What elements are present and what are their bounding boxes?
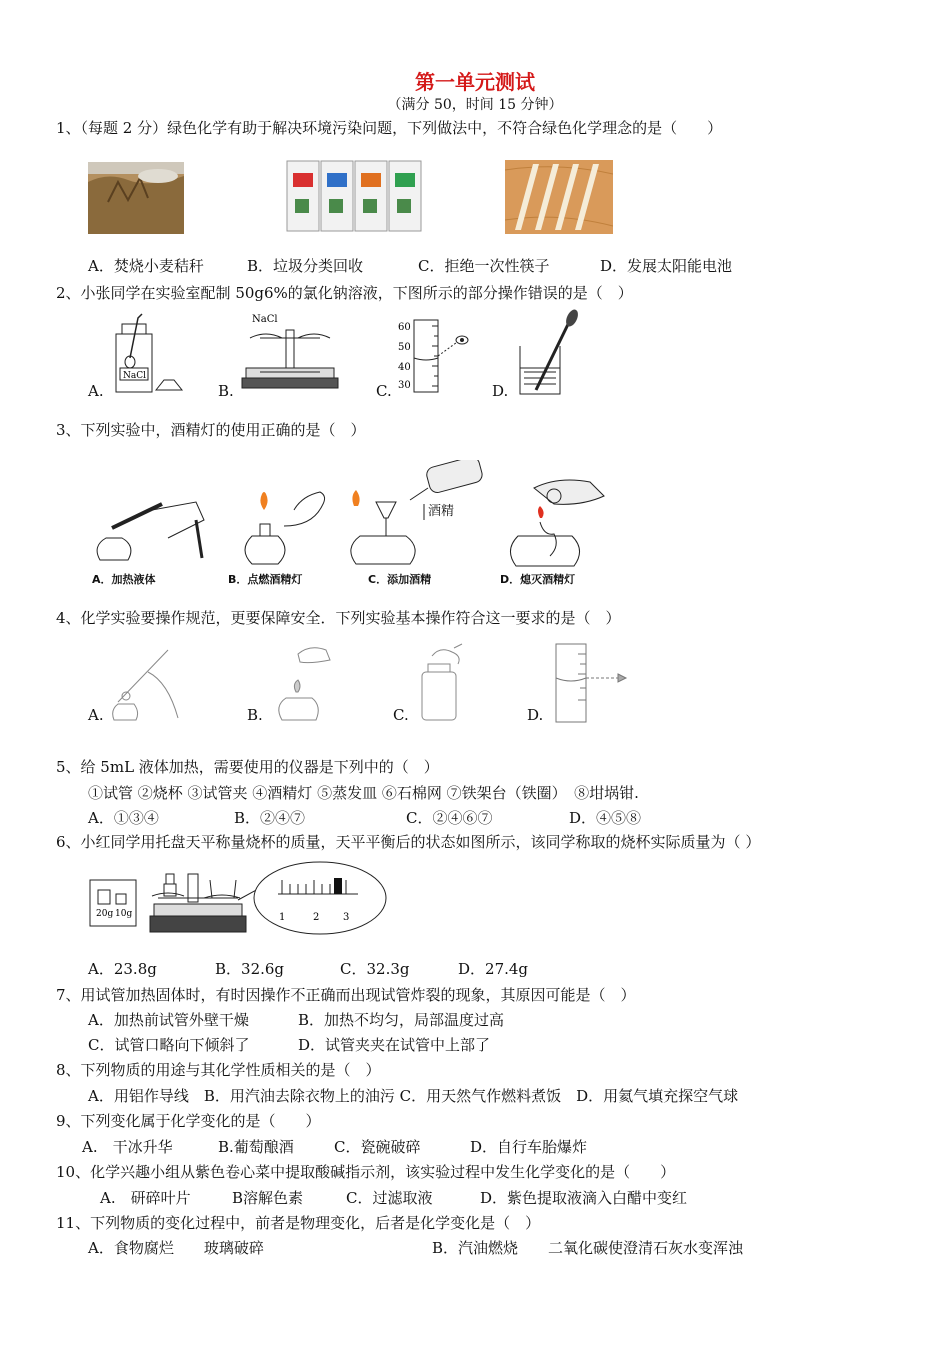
alcohol-label: 酒精: [428, 504, 455, 519]
q4-figure-d: [548, 640, 628, 724]
disposable-chopsticks-photo: [505, 160, 613, 234]
q2-option-a: A.: [88, 382, 104, 400]
q5-option-b: B．②④⑦: [234, 809, 306, 827]
q1-option-d: D．发展太阳能电池: [600, 257, 733, 275]
q2-option-b: B.: [218, 382, 234, 400]
q11-option-b: B．汽油燃烧 二氧化碳使澄清石灰水变浑浊: [432, 1239, 744, 1257]
q6-option-a: A．23.8g: [88, 960, 157, 978]
q10-option-d: D．紫色提取液滴入白醋中变红: [480, 1189, 688, 1207]
q10-stem: 10、化学兴趣小组从紫色卷心菜中提取酸碱指示剂，该实验过程中发生化学变化的是（ ）: [56, 1163, 676, 1181]
nacl-bottle-label: NaCl: [123, 371, 147, 381]
q5-items: ①试管 ②烧杯 ③试管夹 ④酒精灯 ⑤蒸发皿 ⑥石棉网 ⑦铁架台（铁圈） ⑧坩埚钳.: [88, 784, 639, 802]
q6-option-b: B．32.6g: [215, 960, 285, 978]
q7-option-c: C．试管口略向下倾斜了: [88, 1036, 250, 1054]
q3-caption-c: C．添加酒精: [368, 573, 432, 586]
q7-option-a: A．加热前试管外壁干燥: [88, 1011, 249, 1029]
q7-option-d: D．试管夹夹在试管中上部了: [298, 1036, 491, 1054]
q6-stem: 6、小红同学用托盘天平称量烧杯的质量，天平平衡后的状态如图所示，该同学称取的烧杯实际质量为（ ）: [56, 833, 761, 851]
q8-options: A．用铝作导线 B．用汽油去除衣物上的油污 C．用天然气作燃料煮饭 D．用氦气填充探空气球: [88, 1087, 739, 1105]
heat-liquid-figure: [92, 480, 212, 564]
scale-tick-1: 1: [279, 912, 286, 923]
cylinder-tick-30: 30: [398, 380, 411, 391]
q4-stem: 4、化学实验要操作规范，更要保障安全．下列实验基本操作符合这一要求的是（ ）: [56, 609, 621, 627]
add-alcohol-figure: [346, 460, 486, 566]
q2-option-d: D.: [492, 382, 509, 400]
q3-caption-b: B．点燃酒精灯: [228, 573, 303, 586]
q7-option-b: B．加热不均匀，局部温度过高: [298, 1011, 505, 1029]
q1-option-b: B．垃圾分类回收: [247, 257, 364, 275]
q10-option-a: A. 研碎叶片: [100, 1189, 191, 1207]
q5-option-a: A．①③④: [88, 809, 159, 827]
q4-figure-b: [270, 642, 340, 722]
nacl-bottle-figure: [108, 308, 188, 398]
cylinder-tick-40: 40: [398, 362, 411, 373]
q5-stem: 5、给 5mL 液体加热，需要使用的仪器是下列中的（ ）: [56, 758, 439, 776]
q3-caption-d: D．熄灭酒精灯: [500, 573, 576, 586]
q1-option-c: C．拒绝一次性筷子: [418, 257, 550, 275]
q9-option-d: D．自行车胎爆炸: [470, 1138, 588, 1156]
q4-option-a: A.: [88, 706, 104, 724]
nacl-balance-label: NaCl: [252, 314, 278, 325]
cylinder-tick-60: 60: [398, 322, 411, 333]
q4-figure-c: [412, 642, 472, 722]
balance-figure: [240, 308, 340, 398]
cylinder-tick-50: 50: [398, 342, 411, 353]
q5-option-c: C．②④⑥⑦: [406, 809, 493, 827]
q1-option-a: A．焚烧小麦秸秆: [88, 257, 204, 275]
graduated-cylinder-figure: [398, 316, 470, 396]
q9-stem: 9、下列变化属于化学变化的是（ ）: [56, 1112, 321, 1130]
q3-caption-a: A．加热液体: [92, 573, 156, 586]
q4-option-c: C.: [393, 706, 409, 724]
q6-option-c: C．32.3g: [340, 960, 410, 978]
q8-stem: 8、下列物质的用途与其化学性质相关的是（ ）: [56, 1061, 381, 1079]
q4-option-b: B.: [247, 706, 263, 724]
beaker-stirring-figure: [514, 306, 586, 398]
q3-stem: 3、下列实验中，酒精灯的使用正确的是（ ）: [56, 421, 366, 439]
light-lamp-figure: [232, 486, 332, 566]
burning-straw-photo: [88, 162, 184, 234]
q2-stem: 2、小张同学在实验室配制 50g6%的氯化钠溶液，下图所示的部分操作错误的是（ ）: [56, 284, 633, 302]
q11-option-a: A．食物腐烂 玻璃破碎: [88, 1239, 264, 1257]
extinguish-lamp-figure: [504, 476, 614, 568]
q11-stem: 11、下列物质的变化过程中，前者是物理变化，后者是化学变化是（ ）: [56, 1214, 541, 1232]
q7-stem: 7、用试管加热固体时，有时因操作不正确而出现试管炸裂的现象，其原因可能是（ ）: [56, 986, 636, 1004]
scale-zoom-figure: [250, 858, 390, 938]
q4-figure-a: [108, 642, 188, 722]
q9-option-b: B.葡萄酿酒: [218, 1138, 294, 1156]
page-title: 第一单元测试: [415, 70, 535, 94]
q2-option-c: C.: [376, 382, 392, 400]
scale-tick-2: 2: [313, 912, 320, 923]
q1-stem: 1、（每题 2 分）绿色化学有助于解决环境污染问题，下列做法中，不符合绿色化学理念的是（ ）: [56, 119, 723, 137]
weight-label-20g: 20g: [96, 909, 114, 919]
weight-label-10g: 10g: [115, 909, 133, 919]
q10-option-c: C．过滤取液: [346, 1189, 433, 1207]
q6-option-d: D．27.4g: [458, 960, 529, 978]
page-subtitle: （满分 50，时间 15 分钟）: [387, 97, 563, 113]
recycle-bins-photo: [285, 155, 425, 235]
scale-tick-3: 3: [343, 912, 350, 923]
q5-option-d: D．④⑤⑧: [569, 809, 642, 827]
q4-option-d: D.: [527, 706, 544, 724]
q10-option-b: B溶解色素: [232, 1189, 304, 1207]
q9-option-a: A. 干冰升华: [82, 1138, 173, 1156]
q9-option-c: C．瓷碗破碎: [334, 1138, 421, 1156]
